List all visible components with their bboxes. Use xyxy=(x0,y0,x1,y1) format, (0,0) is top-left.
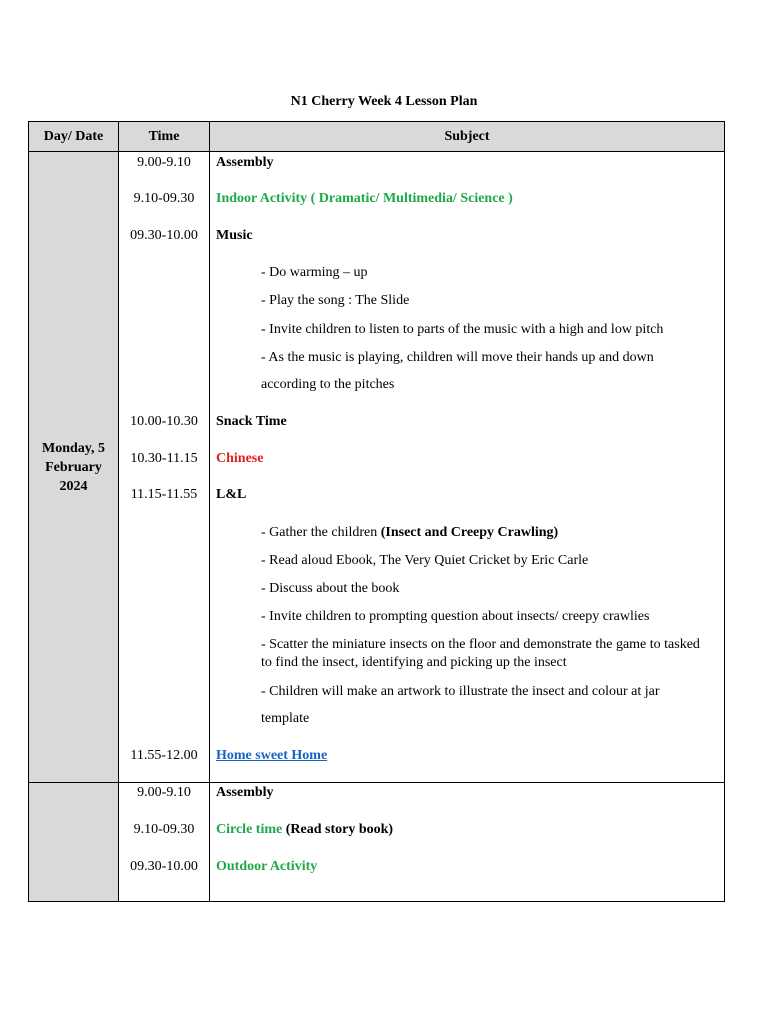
time-slot: 9.10-09.30 xyxy=(133,191,195,206)
ll-point: - Children will make an artwork to illustrate the insect and colour at jar xyxy=(261,684,660,699)
time-slot: 10.00-10.30 xyxy=(130,414,198,429)
subject-home-sweet-home-link[interactable]: Home sweet Home xyxy=(216,748,328,763)
ll-point-gather xyxy=(261,524,558,541)
header-time: Time xyxy=(119,122,210,152)
time-slot: 9.00-9.10 xyxy=(137,155,191,170)
ll-point: - Scatter the miniature insects on the floor and demonstrate the game to tasked to find the insect, identifying and picking up the insect xyxy=(261,637,700,670)
time-slot: 9.10-09.30 xyxy=(133,822,195,837)
ll-point: - Invite children to prompting question about insects/ creepy crawlies xyxy=(261,609,650,624)
page-title: N1 Cherry Week 4 Lesson Plan xyxy=(290,94,478,109)
subject-chinese: Chinese xyxy=(216,451,264,466)
subject-snack-time: Snack Time xyxy=(216,414,287,429)
lesson-plan-table xyxy=(28,121,725,902)
second-day-row xyxy=(29,783,725,902)
subject-circle-time xyxy=(216,821,393,838)
circle-time-label: Circle time xyxy=(216,822,283,837)
time-slot: 9.00-9.10 xyxy=(137,785,191,800)
time-slot: 11.15-11.55 xyxy=(130,487,198,502)
header-row xyxy=(29,122,725,152)
subject-ll: L&L xyxy=(216,487,247,502)
monday-subject-cell xyxy=(210,152,725,783)
second-day-time-cell xyxy=(119,783,210,902)
time-slot: 11.55-12.00 xyxy=(130,748,198,763)
monday-day-label: Monday, 5 February 2024 xyxy=(41,440,105,494)
subject-outdoor-activity: Outdoor Activity xyxy=(216,859,318,874)
ll-point: template xyxy=(261,711,310,726)
second-day-subject-cell xyxy=(210,783,725,902)
music-point: - Play the song : The Slide xyxy=(261,293,410,308)
header-day-date: Day/ Date xyxy=(29,122,119,152)
header-subject: Subject xyxy=(210,122,725,152)
subject-assembly: Assembly xyxy=(216,155,274,170)
monday-row xyxy=(29,152,725,783)
ll-point: - Discuss about the book xyxy=(261,581,400,596)
time-slot: 09.30-10.00 xyxy=(130,228,198,243)
ll-point: - Read aloud Ebook, The Very Quiet Cricket by Eric Carle xyxy=(261,553,589,568)
ll-gather-text: - Gather the children xyxy=(261,525,381,540)
monday-day-cell xyxy=(29,152,119,783)
second-day-cell xyxy=(29,783,119,902)
monday-time-cell xyxy=(119,152,210,783)
subject-assembly: Assembly xyxy=(216,785,274,800)
music-point: - Do warming – up xyxy=(261,265,368,280)
music-point: according to the pitches xyxy=(261,377,395,392)
music-point: - As the music is playing, children will move their hands up and down xyxy=(261,350,654,365)
subject-music: Music xyxy=(216,228,253,243)
circle-time-detail: (Read story book) xyxy=(282,822,394,837)
subject-indoor-activity: Indoor Activity ( Dramatic/ Multimedia/ Science ) xyxy=(216,191,513,206)
music-point: - Invite children to listen to parts of the music with a high and low pitch xyxy=(261,322,664,337)
time-slot: 09.30-10.00 xyxy=(130,859,198,874)
time-slot: 10.30-11.15 xyxy=(130,451,198,466)
ll-gather-topic: (Insect and Creepy Crawling) xyxy=(380,525,559,540)
